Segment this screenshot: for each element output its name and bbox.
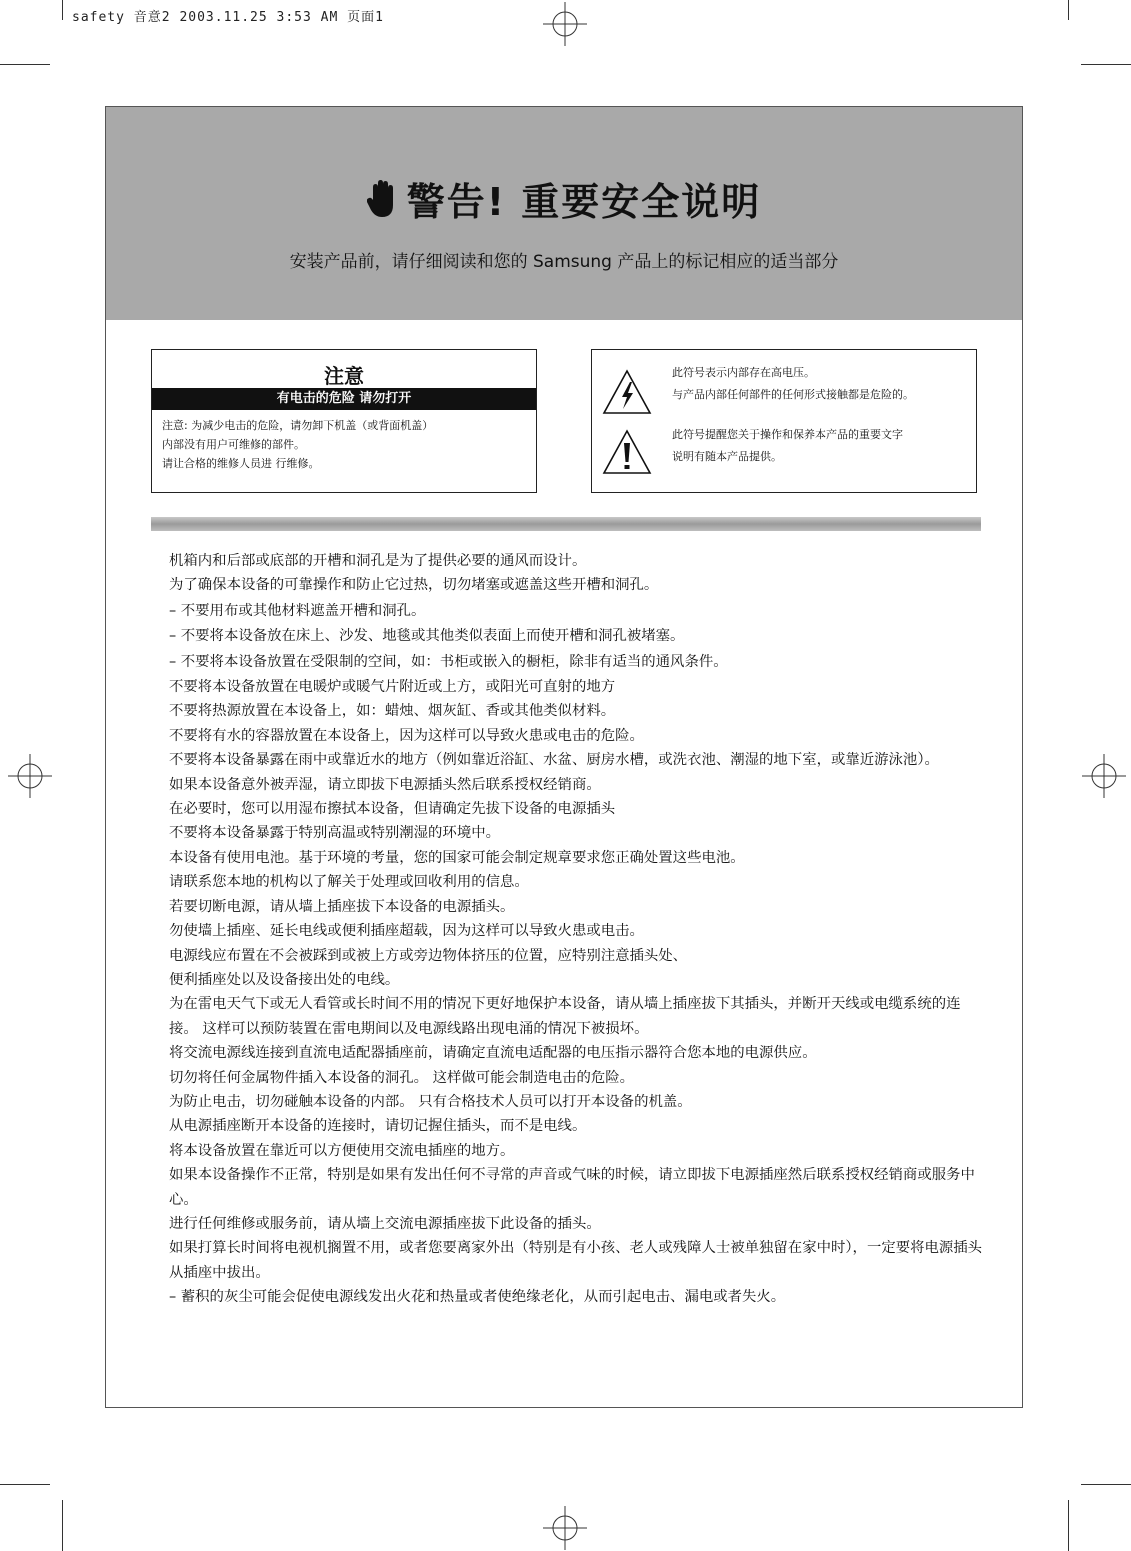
lightning-triangle-icon bbox=[602, 368, 652, 416]
crop-mark bbox=[62, 1500, 63, 1551]
instruction-paragraph: – 蓄积的灰尘可能会促使电源线发出火花和热量或者使绝缘老化，从而引起电击、漏电或者失火。 bbox=[169, 1289, 786, 1306]
crop-mark bbox=[0, 1484, 50, 1485]
warning-banner bbox=[106, 107, 1022, 320]
instruction-paragraph: 不要将本设备暴露于特别高温或特别潮湿的环境中。 bbox=[169, 825, 500, 842]
safety-instructions bbox=[169, 549, 989, 1310]
exclamation-triangle-icon bbox=[602, 428, 652, 476]
section-divider bbox=[151, 517, 981, 531]
caution-heading: 注意 bbox=[324, 364, 364, 388]
exclamation-line: 此符号提醒您关于操作和保养本产品的重要文字 bbox=[672, 428, 903, 441]
instruction-paragraph: 如果本设备意外被弄湿，请立即拔下电源插头然后联系授权经销商。 bbox=[169, 776, 601, 793]
crop-mark bbox=[1081, 64, 1131, 65]
instruction-paragraph: 切勿将任何金属物件插入本设备的洞孔。 这样做可能会制造电击的危险。 bbox=[169, 1069, 635, 1086]
instruction-paragraph: 为在雷电天气下或无人看管或长时间不用的情况下更好地保护本设备，请从墙上插座拔下其插头，并断开天线或电缆系统的连接。 这样可以预防装置在雷电期间以及电源线路出现电涌的情况下被损坏。 bbox=[169, 996, 961, 1037]
instruction-paragraph: 为防止电击，切勿碰触本设备的内部。 只有合格技术人员可以打开本设备的机盖。 bbox=[169, 1093, 692, 1110]
print-header: safety 音意2 2003.11.25 3:53 AM 页面1 bbox=[72, 10, 384, 25]
exclamation-explanation bbox=[672, 424, 903, 468]
crop-mark bbox=[1081, 1484, 1131, 1485]
caution-label-box bbox=[151, 349, 537, 493]
registration-mark-top bbox=[543, 2, 587, 46]
hand-stop-icon bbox=[367, 179, 397, 228]
caution-line: 注意: 为减少电击的危险，请勿卸下机盖（或背面机盖） bbox=[162, 419, 434, 432]
instruction-paragraph: 不要将本设备暴露在雨中或靠近水的地方（例如靠近浴缸、水盆、厨房水槽，或洗衣池、潮湿的地下室，或靠近游泳池）。 bbox=[169, 752, 939, 769]
crop-mark bbox=[0, 64, 50, 65]
page-title: 警告! 重要安全说明 bbox=[406, 180, 762, 224]
instruction-paragraph: 不要将热源放置在本设备上，如：蜡烛、烟灰缸、香或其他类似材料。 bbox=[169, 703, 616, 720]
instruction-paragraph: 便利插座处以及设备接出处的电线。 bbox=[169, 971, 400, 988]
instruction-paragraph: 机箱内和后部或底部的开槽和洞孔是为了提供必要的通风而设计。 bbox=[169, 553, 587, 569]
caution-bar: 有电击的危险 请勿打开 bbox=[152, 388, 536, 410]
caution-line: 内部没有用户可维修的部件。 bbox=[162, 438, 305, 451]
instruction-paragraph: 如果本设备操作不正常，特别是如果有发出任何不寻常的声音或气味的时候，请立即拔下电源插座然后联系授权经销商或服务中心。 bbox=[169, 1167, 975, 1208]
instruction-paragraph: 本设备有使用电池。基于环境的考量，您的国家可能会制定规章要求您正确处置这些电池。 bbox=[169, 849, 745, 866]
instruction-paragraph: – 不要将本设备放在床上、沙发、地毯或其他类似表面上而使开槽和洞孔被堵塞。 bbox=[169, 628, 685, 645]
instruction-paragraph: 将交流电源线连接到直流电适配器插座前，请确定直流电适配器的电压指示器符合您本地的电源供应。 bbox=[169, 1045, 817, 1062]
crop-mark bbox=[62, 0, 63, 20]
instruction-paragraph: 在必要时，您可以用湿布擦拭本设备，但请确定先拔下设备的电源插头 bbox=[169, 801, 616, 818]
page-frame bbox=[105, 106, 1023, 1408]
page-title-row bbox=[106, 171, 1022, 228]
registration-mark-left bbox=[8, 754, 52, 798]
registration-mark-right bbox=[1082, 754, 1126, 798]
caution-line: 请让合格的维修人员进 行维修。 bbox=[162, 457, 320, 470]
instruction-paragraph: 若要切断电源，请从墙上插座拔下本设备的电源插头。 bbox=[169, 898, 515, 915]
instruction-paragraph: 为了确保本设备的可靠操作和防止它过热，切勿堵塞或遮盖这些开槽和洞孔。 bbox=[169, 577, 659, 594]
caution-text bbox=[152, 410, 536, 473]
instruction-paragraph: 不要将有水的容器放置在本设备上，因为这样可以导致火患或电击的危险。 bbox=[169, 727, 644, 744]
crop-mark bbox=[1068, 0, 1069, 20]
instruction-paragraph: 电源线应布置在不会被踩到或被上方或旁边物体挤压的位置，应特别注意插头处、 bbox=[169, 947, 688, 964]
instruction-paragraph: 进行任何维修或服务前，请从墙上交流电源插座拔下此设备的插头。 bbox=[169, 1215, 601, 1232]
instruction-paragraph: 如果打算长时间将电视机搁置不用，或者您要离家外出（特别是有小孩、老人或残障人士被单独留在家中时），一定要将电源插头从插座中拔出。 bbox=[169, 1240, 983, 1281]
instruction-paragraph: – 不要用布或其他材料遮盖开槽和洞孔。 bbox=[169, 602, 426, 619]
lightning-line: 与产品内部任何部件的任何形式接触都是危险的。 bbox=[672, 388, 914, 401]
instruction-paragraph: 将本设备放置在靠近可以方便使用交流电插座的地方。 bbox=[169, 1142, 515, 1159]
registration-mark-bottom bbox=[543, 1506, 587, 1550]
instruction-paragraph: 勿使墙上插座、延长电线或便利插座超载，因为这样可以导致火患或电击。 bbox=[169, 923, 644, 940]
lightning-line: 此符号表示内部存在高电压。 bbox=[672, 366, 815, 379]
page-subtitle: 安装产品前，请仔细阅读和您的 Samsung 产品上的标记相应的适当部分 bbox=[289, 252, 839, 272]
lightning-explanation bbox=[672, 362, 914, 406]
crop-mark bbox=[1068, 1500, 1069, 1551]
exclamation-line: 说明有随本产品提供。 bbox=[672, 450, 782, 463]
instruction-paragraph: – 不要将本设备放置在受限制的空间，如：书柜或嵌入的橱柜，除非有适当的通风条件。 bbox=[169, 653, 728, 670]
instruction-paragraph: 请联系您本地的机构以了解关于处理或回收利用的信息。 bbox=[169, 874, 529, 891]
instruction-paragraph: 从电源插座断开本设备的连接时，请切记握住插头，而不是电线。 bbox=[169, 1118, 587, 1135]
instruction-paragraph: 不要将本设备放置在电暖炉或暖气片附近或上方，或阳光可直射的地方 bbox=[169, 679, 616, 696]
symbol-explanation-box bbox=[591, 349, 977, 493]
